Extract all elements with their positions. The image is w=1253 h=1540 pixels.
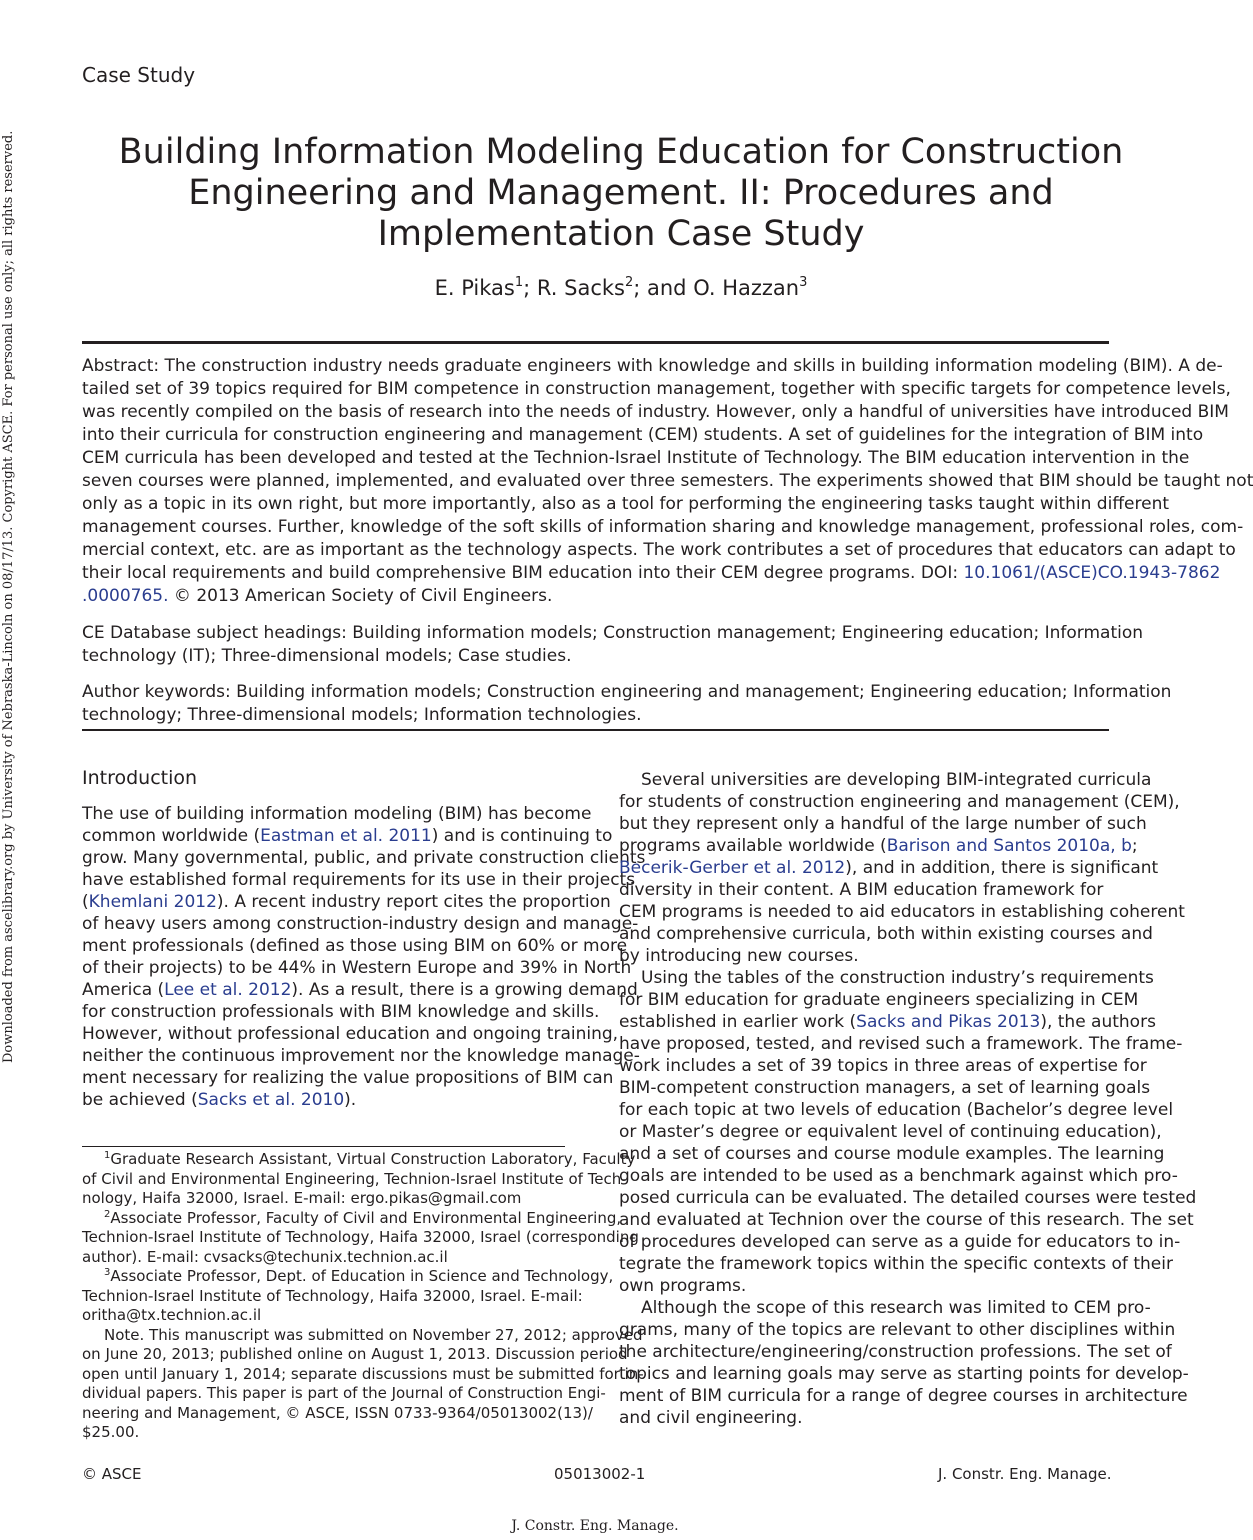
footnote-line: nology, Haifa 32000, Israel. E-mail: ergo.pikas@gmail.com (82, 1189, 522, 1207)
abstract-line: tailed set of 39 topics required for BIM competence in construction management, together with specific targets for competence levels, (82, 379, 1231, 399)
download-watermark: Downloaded from ascelibrary.org by University of Nebraska-Lincoln on 08/17/13. Copyright ASCE. For personal use only; all rights reserved. (1, 130, 16, 1063)
citation-link[interactable]: Khemlani 2012 (88, 892, 217, 912)
citation-link[interactable]: Sacks and Pikas 2013 (856, 1012, 1041, 1032)
author-2-affil: 2 (624, 275, 634, 290)
abstract-line: management courses. Further, knowledge of the soft skills of information sharing and knowledge management, professional roles, com- (82, 517, 1244, 537)
body-line: the architecture/engineering/construction professions. The set of (619, 1342, 1172, 1362)
footnote-line: $^2$Associate Professor, Faculty of Civil and Environmental Engineering, (104, 1208, 622, 1227)
right-column (619, 769, 1197, 1429)
doi-link[interactable]: 10.1061/(ASCE)CO.1943-7862 (963, 563, 1221, 583)
citation-link[interactable]: Barison and Santos 2010a, b (886, 836, 1132, 856)
footnote-line: of Civil and Environmental Engineering, Technion-Israel Institute of Tech- (82, 1169, 627, 1188)
citation-link[interactable]: Becerik-Gerber et al. 2012 (619, 858, 846, 878)
author-3: O. Hazzan (693, 276, 800, 300)
citation-link[interactable]: Lee et al. 2012 (164, 980, 292, 1000)
body-line: posed curricula can be evaluated. The detailed courses were tested (619, 1188, 1197, 1208)
citation-link[interactable]: Sacks et al. 2010 (197, 1090, 345, 1110)
body-line: have established formal requirements for its use in their projects (82, 870, 636, 890)
subject-headings (82, 622, 1190, 668)
body-line: Using the tables of the construction industry’s requirements (641, 968, 1154, 988)
section-label: Case Study (82, 63, 196, 87)
footnote-rule (82, 1146, 565, 1147)
abstract-line: was recently compiled on the basis of research into the needs of industry. However, only a handful of universities have introduced BIM (82, 402, 1229, 422)
body-line: established in earlier work (Sacks and Pikas 2013), the authors (619, 1012, 1156, 1032)
left-column (82, 767, 646, 1111)
body-line: Although the scope of this research was limited to CEM pro- (641, 1298, 1151, 1318)
body-line: CEM programs is needed to aid educators in establishing coherent (619, 902, 1185, 922)
body-line: by introducing new courses. (619, 946, 859, 966)
author-list (82, 276, 1160, 300)
body-line: BIM-competent construction managers, a set of learning goals (619, 1078, 1151, 1098)
body-line: have proposed, tested, and revised such a framework. The frame- (619, 1034, 1183, 1054)
abstract-line: mercial context, etc. are as important as the technology aspects. The work contributes a set of procedures that educators can adapt to (82, 540, 1236, 560)
note-line: open until January 1, 2014; separate discussions must be submitted for in- (82, 1364, 644, 1383)
author-sep-1: ; (523, 276, 537, 300)
body-line: America (Lee et al. 2012). As a result, there is a growing demand (82, 980, 638, 1000)
body-line: and evaluated at Technion over the course of this research. The set (619, 1210, 1194, 1230)
body-line: diversity in their content. A BIM education framework for (619, 880, 1104, 900)
body-line: for BIM education for graduate engineers specializing in CEM (619, 990, 1139, 1010)
abstract-line: seven courses were planned, implemented, and evaluated over three semesters. The experiments showed that BIM should be taught not (82, 471, 1253, 491)
body-line: ment of BIM curricula for a range of degree courses in architecture (619, 1386, 1188, 1406)
note-line: on June 20, 2013; published online on August 1, 2013. Discussion period (82, 1345, 628, 1363)
abstract-bottom-rule (82, 729, 1109, 731)
body-line: ment professionals (defined as those using BIM on 60% or more (82, 936, 628, 956)
body-line: and a set of courses and course module examples. The learning (619, 1144, 1165, 1164)
subject-headings-line: CE Database subject headings: Building information models; Construction management; Engineering education; Information (82, 623, 1144, 643)
title-line-2: Engineering and Management. II: Procedures and (188, 173, 1054, 213)
body-line: The use of building information modeling (BIM) has become (82, 804, 592, 824)
body-line: for construction professionals with BIM knowledge and skills. (82, 1002, 600, 1022)
note-line: Note. This manuscript was submitted on November 27, 2012; approved (104, 1325, 643, 1344)
subject-headings-line: technology (IT); Three-dimensional models; Case studies. (82, 646, 572, 666)
body-line: and civil engineering. (619, 1408, 803, 1428)
author-sep-2: ; and (633, 276, 694, 300)
note-line: dividual papers. This paper is part of the Journal of Construction Engi- (82, 1384, 606, 1402)
journal-footer-line: J. Constr. Eng. Manage. (511, 1518, 679, 1534)
body-line: tegrate the framework topics within the specific contexts of their (619, 1254, 1173, 1274)
author-keywords (82, 681, 1190, 727)
body-line: programs available worldwide (Barison and Santos 2010a, b; (619, 836, 1138, 856)
footer-page-number: 05013002-1 (554, 1465, 646, 1483)
body-line: grow. Many governmental, public, and private construction clients (82, 848, 646, 868)
body-line: topics and learning goals may serve as starting points for develop- (619, 1364, 1189, 1384)
footnote-line: oritha@tx.technion.ac.il (82, 1306, 262, 1324)
copyright-notice: © 2013 American Society of Civil Engineers. (168, 586, 553, 606)
note-line: $25.00. (82, 1423, 140, 1441)
body-line: Becerik-Gerber et al. 2012), and in addition, there is significant (619, 858, 1159, 878)
doi-link-continued[interactable]: .0000765. (82, 586, 169, 606)
citation-link[interactable]: Eastman et al. 2011 (260, 826, 432, 846)
body-line: for each topic at two levels of education (Bachelor’s degree level (619, 1100, 1174, 1120)
abstract (82, 355, 1253, 608)
body-line: for students of construction engineering and management (CEM), (619, 792, 1180, 812)
body-line: and comprehensive curricula, both within existing courses and (619, 924, 1153, 944)
footnote-line: Technion-Israel Institute of Technology, Haifa 32000, Israel. E-mail: (82, 1286, 583, 1305)
footer-journal: J. Constr. Eng. Manage. (938, 1465, 1112, 1483)
abstract-line: only as a topic in its own right, but more importantly, also as a tool for performing the engineering tasks taught within different (82, 494, 1170, 514)
body-line: be achieved (Sacks et al. 2010). (82, 1090, 357, 1110)
top-rule (82, 341, 1109, 344)
body-line: common worldwide (Eastman et al. 2011) and is continuing to (82, 826, 613, 846)
footnote-line: $^3$Associate Professor, Dept. of Education in Science and Technology, (104, 1267, 614, 1285)
author-1-affil: 1 (514, 275, 524, 290)
body-line: Several universities are developing BIM-integrated curricula (641, 770, 1152, 790)
keywords-line: Author keywords: Building information models; Construction engineering and management; Engineering education; Information (82, 682, 1172, 702)
body-line: own programs. (619, 1276, 747, 1296)
abstract-line: into their curricula for construction engineering and management (CEM) students. A set of guidelines for the integration of BIM into (82, 425, 1204, 445)
note-line: neering and Management, © ASCE, ISSN 0733-9364/05013002(13)/ (82, 1403, 593, 1422)
body-line: goals are intended to be used as a benchmark against which pro- (619, 1166, 1178, 1186)
body-line: of their projects) to be 44% in Western Europe and 39% in North (82, 958, 632, 978)
abstract-line (82, 585, 1190, 608)
footnotes (82, 1150, 642, 1443)
introduction-heading: Introduction (82, 767, 198, 789)
body-line: of heavy users among construction-industry design and manage- (82, 914, 639, 934)
body-line: ment necessary for realizing the value propositions of BIM can (82, 1068, 614, 1088)
body-line: work includes a set of 39 topics in three areas of expertise for (619, 1056, 1147, 1076)
abstract-text: their local requirements and build comprehensive BIM education into their CEM degree programs. DOI: (82, 563, 964, 583)
footnote-line: $^1$Graduate Research Assistant, Virtual Construction Laboratory, Faculty (104, 1150, 636, 1168)
keywords-line: technology; Three-dimensional models; Information technologies. (82, 705, 642, 725)
title-line-1: Building Information Modeling Education for Construction (118, 132, 1124, 172)
author-1: E. Pikas (434, 276, 515, 300)
body-line: neither the continuous improvement nor the knowledge manage- (82, 1046, 640, 1066)
body-line: of procedures developed can serve as a guide for educators to in- (619, 1232, 1181, 1252)
author-2: R. Sacks (536, 276, 625, 300)
footnote-line: Technion-Israel Institute of Technology, Haifa 32000, Israel (corresponding (82, 1228, 639, 1246)
footer-publisher: © ASCE (82, 1465, 142, 1483)
abstract-line: Abstract: The construction industry needs graduate engineers with knowledge and skills in building information modeling (BIM). A de- (82, 356, 1223, 376)
author-3-affil: 3 (799, 275, 808, 290)
body-line: However, without professional education and ongoing training, (82, 1024, 619, 1044)
body-line: grams, many of the topics are relevant to other disciplines within (619, 1320, 1176, 1340)
body-line: but they represent only a handful of the large number of such (619, 814, 1147, 834)
body-line: (Khemlani 2012). A recent industry report cites the proportion (82, 892, 611, 912)
article-title (82, 132, 1160, 255)
abstract-line (82, 562, 1221, 585)
title-line-3: Implementation Case Study (377, 214, 865, 254)
footnote-line: author). E-mail: cvsacks@techunix.technion.ac.il (82, 1247, 448, 1266)
body-line: or Master’s degree or equivalent level of continuing education), (619, 1122, 1162, 1142)
abstract-line: CEM curricula has been developed and tested at the Technion-Israel Institute of Technology. The BIM education intervention in the (82, 448, 1190, 468)
